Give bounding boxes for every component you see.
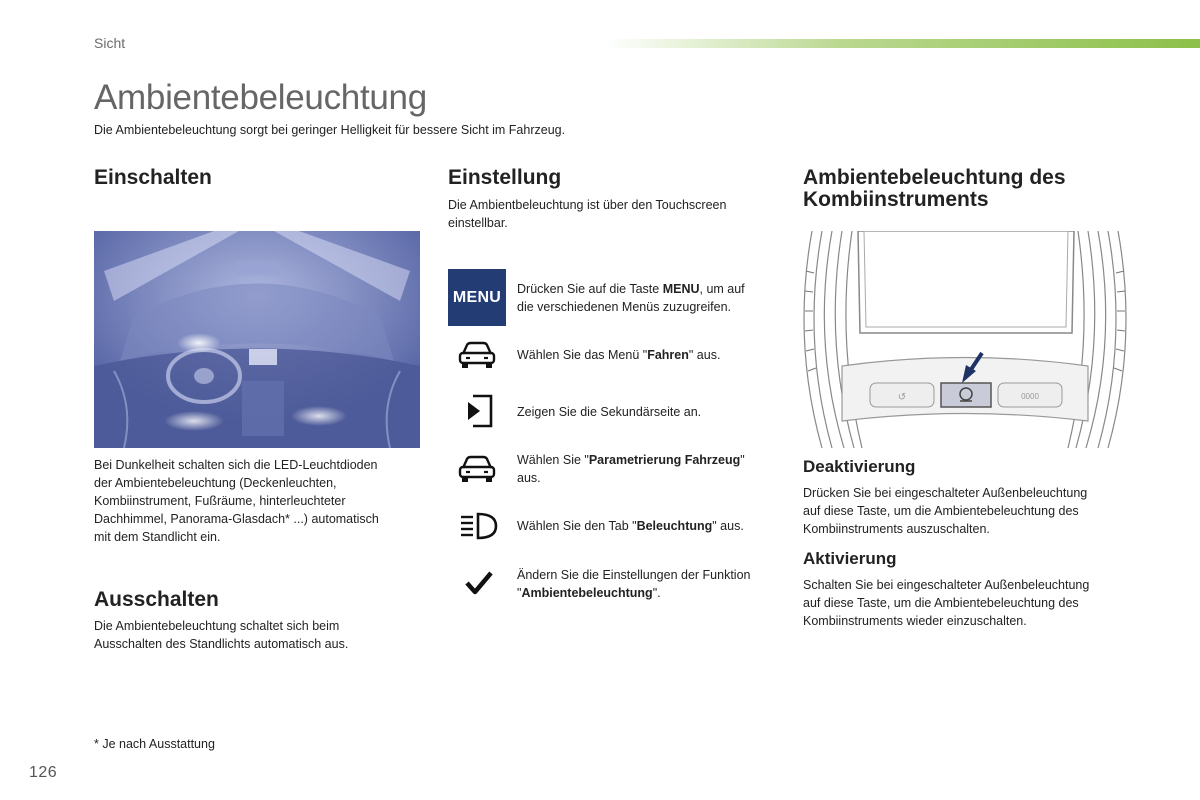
svg-text:0000: 0000 xyxy=(1021,392,1039,401)
car-icon xyxy=(454,451,500,487)
checkmark-icon xyxy=(456,565,502,601)
footnote: * Je nach Ausstattung xyxy=(94,737,215,751)
menu-button-icon: MENU xyxy=(448,269,506,326)
svg-text:↺: ↺ xyxy=(897,392,907,403)
section-label: Sicht xyxy=(94,35,126,51)
page-title: Ambientebeleuchtung xyxy=(94,78,427,117)
deaktivierung-text: Drücken Sie bei eingeschalteter Außenbeleuchtung auf diese Taste, um die Ambientebeleuchtung des Kombiinstruments auszuschalten. xyxy=(803,486,1088,536)
aktivierung-text: Schalten Sie bei eingeschalteter Außenbeleuchtung auf diese Taste, um die Ambientebeleuchtung des Kombiinstruments wieder einzuschalten. xyxy=(803,578,1090,628)
page-number: 126 xyxy=(29,764,58,781)
step-6-text: Ändern Sie die Einstellungen der Funktion "Ambientebeleuchtung". xyxy=(517,568,751,600)
car-interior-ambient-icon xyxy=(94,231,420,448)
car-icon xyxy=(454,337,500,373)
instrument-cluster-button-icon xyxy=(802,231,1128,448)
heading-deaktivierung: Deaktivierung xyxy=(803,457,916,476)
header-accent-bar xyxy=(605,39,1200,48)
heading-aktivierung: Aktivierung xyxy=(803,549,897,568)
step-3-text: Zeigen Sie die Sekundärseite an. xyxy=(517,405,702,419)
ausschalten-text: Die Ambientebeleuchtung schaltet sich beim Ausschalten des Standlichts automatisch aus. xyxy=(94,619,349,651)
intro-text: Die Ambientebeleuchtung sorgt bei geringer Helligkeit für bessere Sicht im Fahrzeug. xyxy=(94,123,566,137)
heading-kombiinstrument: Ambientebeleuchtung des Kombiinstruments xyxy=(803,166,1066,211)
heading-einstellung: Einstellung xyxy=(448,166,562,189)
step-4-text: Wählen Sie "Parametrierung Fahrzeug" aus. xyxy=(517,453,745,485)
einstellung-intro: Die Ambientbeleuchtung ist über den Touchscreen einstellbar. xyxy=(448,198,727,230)
secondary-page-icon xyxy=(456,393,502,429)
heading-einschalten: Einschalten xyxy=(94,166,212,189)
step-5-text: Wählen Sie den Tab "Beleuchtung" aus. xyxy=(517,519,744,533)
instrument-cluster-image xyxy=(802,231,1128,448)
headlight-icon xyxy=(455,508,501,544)
step-2-text: Wählen Sie das Menü "Fahren" aus. xyxy=(517,348,721,362)
einschalten-text: Bei Dunkelheit schalten sich die LED-Leuchtdioden der Ambientebeleuchtung (Deckenleuchten, Kombiinstrument, Fußräume, hinterleuchteter Dachhimmel, Panorama-Glasdach* ...) automatisch mit dem Standlicht ein. xyxy=(94,458,379,544)
car-interior-image xyxy=(94,231,420,448)
step-1-text: Drücken Sie auf die Taste MENU, um auf die verschiedenen Menüs zuzugreifen. xyxy=(517,282,745,314)
heading-ausschalten: Ausschalten xyxy=(94,588,219,611)
